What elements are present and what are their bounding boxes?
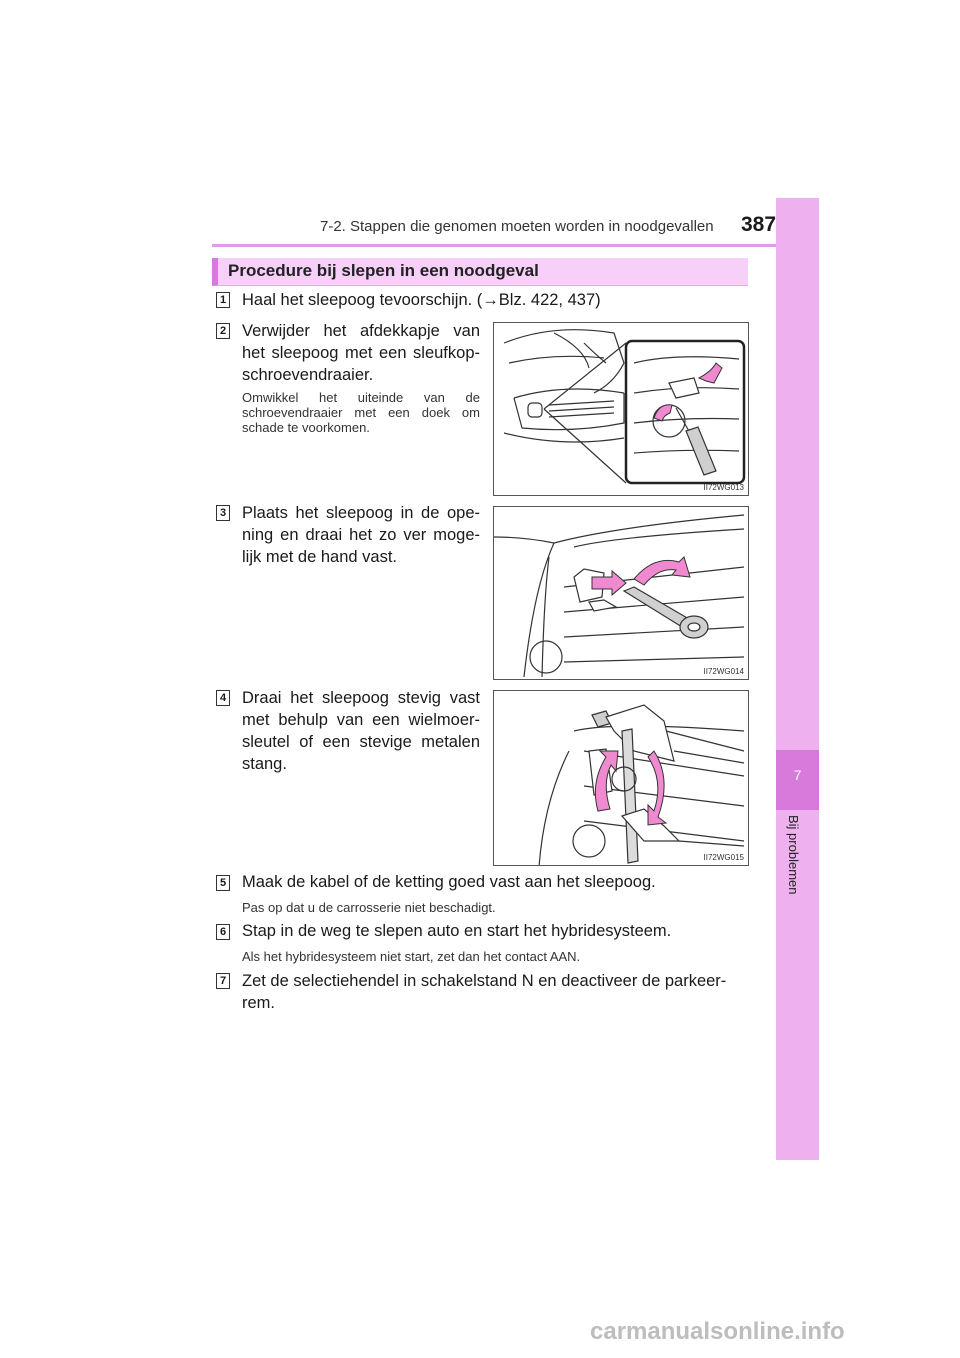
step-6-text: Stap in de weg te slepen auto en start het hybridesysteem. xyxy=(242,922,672,940)
remove-cap-illustration xyxy=(494,323,749,496)
step-number-3: 3 xyxy=(216,505,230,521)
step-number-4: 4 xyxy=(216,690,230,706)
step-2-note: Omwikkel het uiteinde van de schroevendraaier met een doek om schade te voorkomen. xyxy=(242,390,480,435)
step-5-text: Maak de kabel of de ketting goed vast aan het sleepoog. xyxy=(242,873,656,891)
figure-tighten-hook xyxy=(493,690,749,866)
step-number-7: 7 xyxy=(216,973,230,989)
step-number-1: 1 xyxy=(216,292,230,308)
chapter-number: 7 xyxy=(793,767,802,783)
procedure-title-bar xyxy=(212,258,748,286)
step-1-text: Haal het sleepoog tevoorschijn. (→Blz. 422, 437) xyxy=(242,291,601,309)
chapter-title-box xyxy=(772,815,820,965)
step-6-note: Als het hybridesysteem niet start, zet dan het contact AAN. xyxy=(242,949,581,964)
page-number: 387 xyxy=(741,213,777,236)
step-3-text: Plaats het sleepoog in de ope-ning en draai het zo ver moge-lijk met de hand vast. xyxy=(242,504,480,566)
tighten-hook-illustration xyxy=(494,691,749,866)
figure-remove-cap xyxy=(493,322,749,496)
step-number-6: 6 xyxy=(216,924,230,940)
step-5-note: Pas op dat u de carrosserie niet beschadigt. xyxy=(242,900,496,915)
step-7-text: Zet de selectiehendel in schakelstand N en deactiveer de parkeer-rem. xyxy=(242,972,727,1012)
step-4-text: Draai het sleepoog stevig vast met behulp van een wielmoer-sleutel of een stevige metalen stang. xyxy=(242,689,480,773)
chapter-title: Bij problemen xyxy=(786,815,801,895)
procedure-title: Procedure bij slepen in een noodgeval xyxy=(228,261,539,280)
step-number-5: 5 xyxy=(216,875,230,891)
watermark: carmanualsonline.info xyxy=(590,1318,845,1345)
chapter-side-strip xyxy=(776,198,819,1160)
figure-code-1: II72WG013 xyxy=(703,483,744,492)
step-number-2: 2 xyxy=(216,323,230,339)
figure-code-2: II72WG014 xyxy=(703,667,744,676)
figure-code-3: II72WG015 xyxy=(703,853,744,862)
step-2-text: Verwijder het afdekkapje van het sleepoog met een sleufkop-schroevendraaier. xyxy=(242,322,480,384)
section-header: 7-2. Stappen die genomen moeten worden in noodgevallen xyxy=(320,218,714,235)
insert-hook-illustration xyxy=(494,507,749,680)
header-divider xyxy=(212,244,818,247)
figure-insert-hook xyxy=(493,506,749,680)
